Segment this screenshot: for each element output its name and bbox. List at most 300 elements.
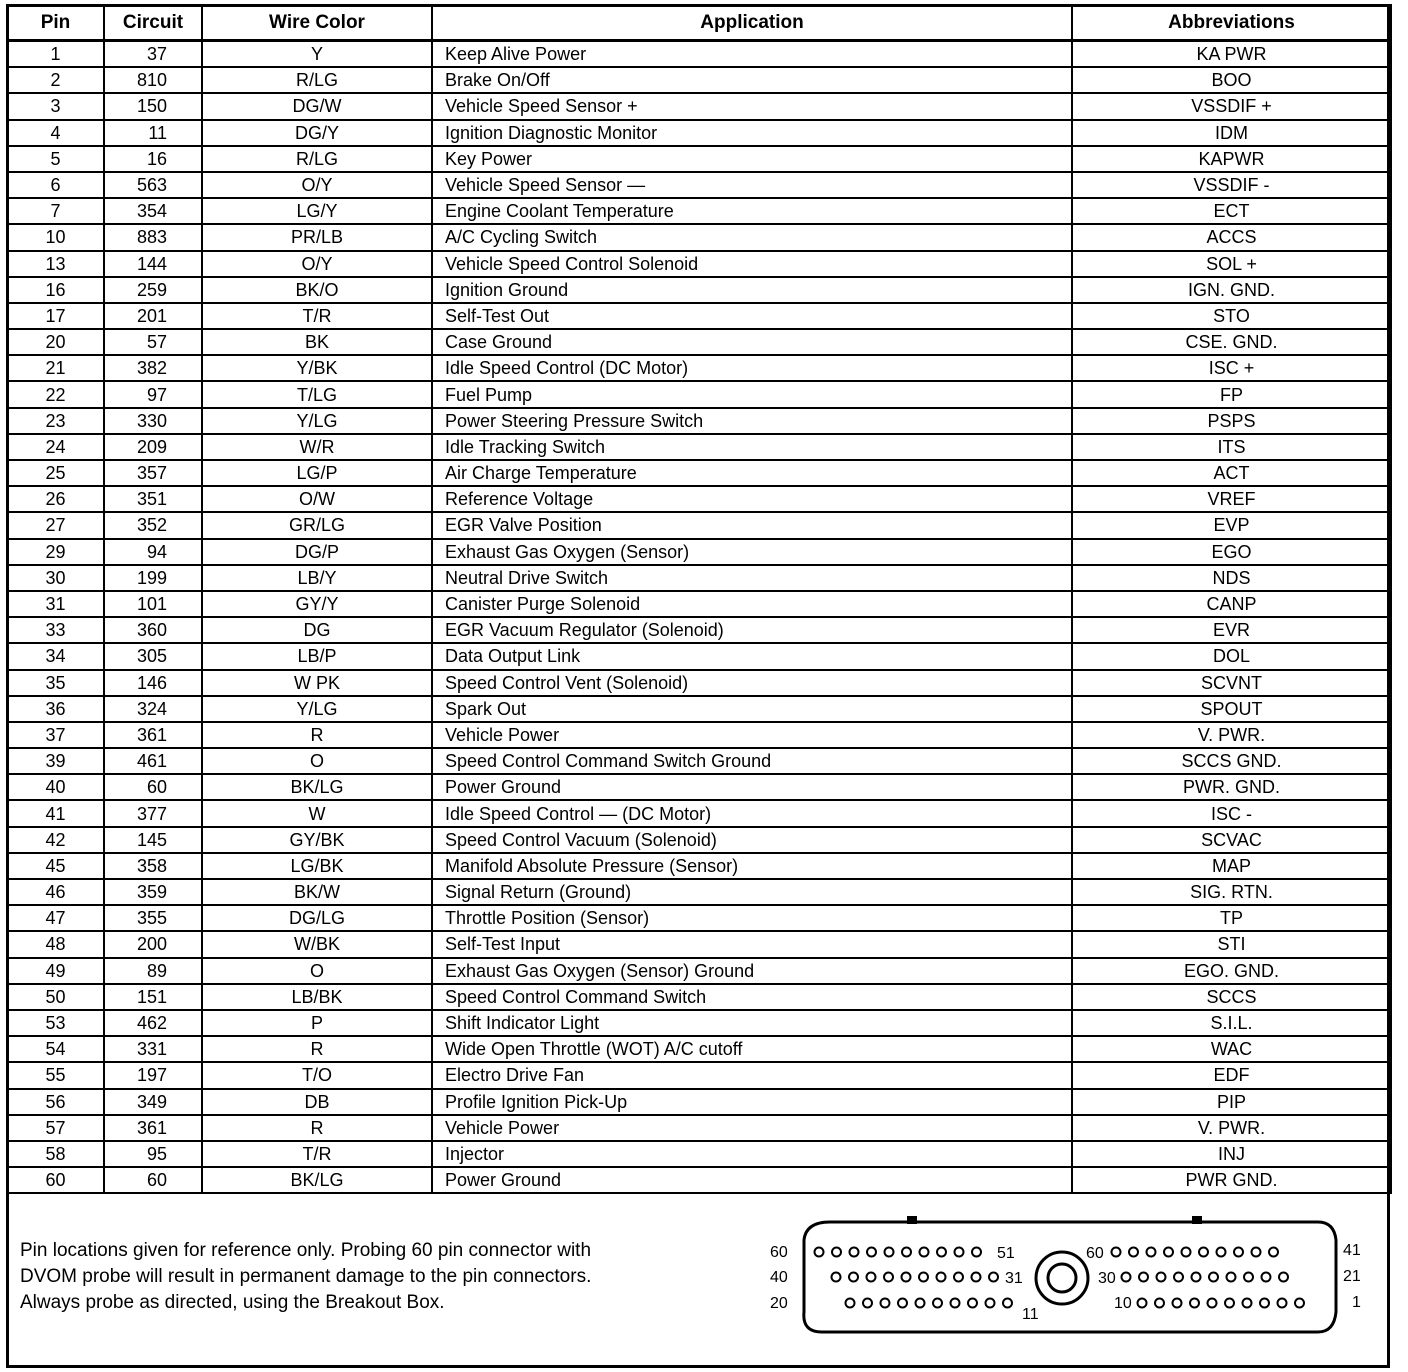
pin-cell: 45 [7,853,104,879]
abbreviation-cell: FP [1072,381,1391,407]
label-pin-41: 41 [1343,1242,1361,1259]
wire-color-cell: BK [202,329,432,355]
header-abbreviations: Abbreviations [1072,5,1391,41]
table-row [7,748,1391,774]
label-pin-21: 21 [1343,1268,1361,1285]
table-row [7,303,1391,329]
application-cell: A/C Cycling Switch [432,224,1072,250]
abbreviation-cell: ISC + [1072,355,1391,381]
wire-color-cell: LG/P [202,460,432,486]
pin-hole [1138,1299,1147,1308]
pin-cell: 20 [7,329,104,355]
table-row [7,984,1391,1010]
wire-color-cell: BK/LG [202,774,432,800]
application-cell: Vehicle Power [432,722,1072,748]
pin-hole [1209,1273,1218,1282]
abbreviation-cell: PSPS [1072,408,1391,434]
table-row [7,643,1391,669]
application-cell: Profile Ignition Pick-Up [432,1089,1072,1115]
pin-hole [955,1248,964,1257]
application-cell: Idle Tracking Switch [432,434,1072,460]
table-row [7,800,1391,826]
application-cell: Wide Open Throttle (WOT) A/C cutoff [432,1036,1072,1062]
wire-color-cell: R [202,722,432,748]
wire-color-cell: W PK [202,670,432,696]
circuit-cell: 349 [104,1089,202,1115]
table-row [7,224,1391,250]
pin-hole [849,1273,858,1282]
pin-cell: 25 [7,460,104,486]
application-cell: Spark Out [432,696,1072,722]
pin-hole [885,1248,894,1257]
wire-color-cell: O [202,958,432,984]
pin-hole [881,1299,890,1308]
abbreviation-cell: ISC - [1072,800,1391,826]
application-cell: Case Ground [432,329,1072,355]
table-row [7,146,1391,172]
circuit-cell: 94 [104,539,202,565]
label-pin-1: 1 [1352,1294,1361,1311]
pin-hole [920,1248,929,1257]
application-cell: Exhaust Gas Oxygen (Sensor) [432,539,1072,565]
pin-cell: 40 [7,774,104,800]
pin-cell: 60 [7,1167,104,1193]
label-pin-20-left: 20 [770,1295,788,1312]
table-row [7,1115,1391,1141]
pin-hole [1003,1299,1012,1308]
application-cell: Air Charge Temperature [432,460,1072,486]
circuit-cell: 89 [104,958,202,984]
abbreviation-cell: DOL [1072,643,1391,669]
pin-hole [867,1248,876,1257]
application-cell: Signal Return (Ground) [432,879,1072,905]
pin-hole [863,1299,872,1308]
pin-cell: 54 [7,1036,104,1062]
circuit-cell: 144 [104,251,202,277]
application-cell: Speed Control Vent (Solenoid) [432,670,1072,696]
wire-color-cell: T/R [202,303,432,329]
application-cell: Vehicle Speed Sensor + [432,93,1072,119]
table-row [7,329,1391,355]
application-cell: Engine Coolant Temperature [432,198,1072,224]
pin-hole [846,1299,855,1308]
table-row [7,1141,1391,1167]
wire-color-cell: DB [202,1089,432,1115]
abbreviation-cell: CSE. GND. [1072,329,1391,355]
wire-color-cell: R/LG [202,67,432,93]
circuit-cell: 16 [104,146,202,172]
pin-cell: 42 [7,827,104,853]
abbreviation-cell: SCCS [1072,984,1391,1010]
wire-color-cell: Y [202,41,432,68]
pin-hole [937,1273,946,1282]
pin-hole [1225,1299,1234,1308]
circuit-cell: 462 [104,1010,202,1036]
circuit-cell: 199 [104,565,202,591]
wire-color-cell: LB/BK [202,984,432,1010]
circuit-cell: 354 [104,198,202,224]
wire-color-cell: R/LG [202,146,432,172]
table-row [7,460,1391,486]
wire-color-cell: W [202,800,432,826]
abbreviation-cell: STO [1072,303,1391,329]
pin-cell: 4 [7,120,104,146]
application-cell: Ignition Ground [432,277,1072,303]
table-row [7,722,1391,748]
pin-hole [972,1248,981,1257]
pin-cell: 29 [7,539,104,565]
table-row [7,853,1391,879]
wire-color-cell: W/R [202,434,432,460]
pin-cell: 47 [7,905,104,931]
abbreviation-cell: EGO. GND. [1072,958,1391,984]
table-row [7,591,1391,617]
pin-cell: 26 [7,486,104,512]
abbreviation-cell: VSSDIF - [1072,172,1391,198]
abbreviation-cell: KA PWR [1072,41,1391,68]
table-row [7,1010,1391,1036]
pin-cell: 55 [7,1062,104,1088]
pin-cell: 35 [7,670,104,696]
circuit-cell: 11 [104,120,202,146]
circuit-cell: 810 [104,67,202,93]
note-line: Pin locations given for reference only. Probing 60 pin connector with [20,1240,592,1261]
circuit-cell: 95 [104,1141,202,1167]
pin-cell: 21 [7,355,104,381]
circuit-cell: 209 [104,434,202,460]
abbreviation-cell: ACCS [1072,224,1391,250]
application-cell: Vehicle Speed Sensor — [432,172,1072,198]
table-row [7,565,1391,591]
pin-hole [1155,1299,1164,1308]
label-pin-30: 30 [1098,1270,1116,1287]
circuit-cell: 377 [104,800,202,826]
table-row [7,251,1391,277]
pin-hole [951,1299,960,1308]
pin-hole [1244,1273,1253,1282]
circuit-cell: 330 [104,408,202,434]
application-cell: EGR Vacuum Regulator (Solenoid) [432,617,1072,643]
circuit-cell: 461 [104,748,202,774]
pin-cell: 17 [7,303,104,329]
circuit-cell: 146 [104,670,202,696]
circuit-cell: 305 [104,643,202,669]
circuit-cell: 197 [104,1062,202,1088]
application-cell: Power Steering Pressure Switch [432,408,1072,434]
abbreviation-cell: IGN. GND. [1072,277,1391,303]
pin-hole [898,1299,907,1308]
circuit-cell: 324 [104,696,202,722]
pin-hole [1199,1248,1208,1257]
pin-hole [1122,1273,1131,1282]
header-pin: Pin [7,5,104,41]
abbreviation-cell: PWR GND. [1072,1167,1391,1193]
application-cell: Vehicle Power [432,1115,1072,1141]
circuit-cell: 37 [104,41,202,68]
pin-cell: 41 [7,800,104,826]
connector-latch-left [907,1216,917,1224]
abbreviation-cell: KAPWR [1072,146,1391,172]
pin-cell: 48 [7,931,104,957]
pin-hole [1278,1299,1287,1308]
header-wire-color: Wire Color [202,5,432,41]
pin-hole [937,1248,946,1257]
abbreviation-cell: NDS [1072,565,1391,591]
pin-cell: 58 [7,1141,104,1167]
pin-hole [1190,1299,1199,1308]
table-row [7,486,1391,512]
circuit-cell: 331 [104,1036,202,1062]
circuit-cell: 145 [104,827,202,853]
pin-hole [1174,1273,1183,1282]
wire-color-cell: PR/LB [202,224,432,250]
pin-cell: 13 [7,251,104,277]
label-pin-31: 31 [1005,1270,1023,1287]
pin-hole [1157,1273,1166,1282]
abbreviation-cell: WAC [1072,1036,1391,1062]
application-cell: Speed Control Command Switch [432,984,1072,1010]
pin-hole [884,1273,893,1282]
pin-cell: 46 [7,879,104,905]
pin-cell: 53 [7,1010,104,1036]
circuit-cell: 883 [104,224,202,250]
label-pin-10: 10 [1114,1295,1132,1312]
abbreviation-cell: ACT [1072,460,1391,486]
application-cell: Electro Drive Fan [432,1062,1072,1088]
abbreviation-cell: EVR [1072,617,1391,643]
pin-hole [1112,1248,1121,1257]
table-row [7,277,1391,303]
label-pin-60-left: 60 [770,1244,788,1261]
pin-hole [916,1299,925,1308]
pin-hole [1262,1273,1271,1282]
pin-hole [1279,1273,1288,1282]
header-application: Application [432,5,1072,41]
pin-table [6,4,1392,1194]
connector-latch-right [1192,1216,1202,1224]
wire-color-cell: GR/LG [202,512,432,538]
table-row [7,1089,1391,1115]
wire-color-cell: R [202,1036,432,1062]
wire-color-cell: O/Y [202,251,432,277]
circuit-cell: 60 [104,1167,202,1193]
wire-color-cell: LB/Y [202,565,432,591]
pin-hole [867,1273,876,1282]
wire-color-cell: T/O [202,1062,432,1088]
table-row [7,670,1391,696]
pin-cell: 16 [7,277,104,303]
abbreviation-cell: SCVNT [1072,670,1391,696]
connector-center-hole [1036,1252,1088,1304]
wire-color-cell: BK/W [202,879,432,905]
circuit-cell: 201 [104,303,202,329]
pin-cell: 49 [7,958,104,984]
pin-hole [1269,1248,1278,1257]
wire-color-cell: DG [202,617,432,643]
abbreviation-cell: ECT [1072,198,1391,224]
pin-cell: 7 [7,198,104,224]
circuit-cell: 382 [104,355,202,381]
abbreviation-cell: SCCS GND. [1072,748,1391,774]
application-cell: Brake On/Off [432,67,1072,93]
pin-cell: 5 [7,146,104,172]
pin-cell: 39 [7,748,104,774]
application-cell: Power Ground [432,1167,1072,1193]
wire-color-cell: Y/LG [202,408,432,434]
circuit-cell: 563 [104,172,202,198]
wire-color-cell: O/Y [202,172,432,198]
pin-cell: 1 [7,41,104,68]
abbreviation-cell: PWR. GND. [1072,774,1391,800]
pin-hole [1234,1248,1243,1257]
application-cell: Throttle Position (Sensor) [432,905,1072,931]
header-circuit: Circuit [104,5,202,41]
circuit-cell: 357 [104,460,202,486]
application-cell: Key Power [432,146,1072,172]
application-cell: Vehicle Speed Control Solenoid [432,251,1072,277]
abbreviation-cell: BOO [1072,67,1391,93]
pin-hole [1164,1248,1173,1257]
table-header-row [7,5,1391,41]
circuit-cell: 200 [104,931,202,957]
pin-hole [1295,1299,1304,1308]
table-row [7,958,1391,984]
wire-color-cell: T/LG [202,381,432,407]
application-cell: Keep Alive Power [432,41,1072,68]
table-row [7,617,1391,643]
pin-cell: 56 [7,1089,104,1115]
table-body [7,41,1391,1194]
application-cell: Shift Indicator Light [432,1010,1072,1036]
abbreviation-cell: SIG. RTN. [1072,879,1391,905]
abbreviation-cell: S.I.L. [1072,1010,1391,1036]
table-row [7,67,1391,93]
application-cell: Neutral Drive Switch [432,565,1072,591]
table-row [7,198,1391,224]
wire-color-cell: O [202,748,432,774]
application-cell: Manifold Absolute Pressure (Sensor) [432,853,1072,879]
abbreviation-cell: MAP [1072,853,1391,879]
circuit-cell: 60 [104,774,202,800]
pin-cell: 57 [7,1115,104,1141]
application-cell: Reference Voltage [432,486,1072,512]
circuit-cell: 97 [104,381,202,407]
application-cell: Idle Speed Control (DC Motor) [432,355,1072,381]
pin-cell: 2 [7,67,104,93]
pin-cell: 27 [7,512,104,538]
wire-color-cell: Y/BK [202,355,432,381]
pin-cell: 31 [7,591,104,617]
pin-cell: 34 [7,643,104,669]
application-cell: Self-Test Out [432,303,1072,329]
application-cell: Ignition Diagnostic Monitor [432,120,1072,146]
circuit-cell: 361 [104,722,202,748]
pin-hole [902,1248,911,1257]
wire-color-cell: GY/BK [202,827,432,853]
circuit-cell: 150 [104,93,202,119]
circuit-cell: 358 [104,853,202,879]
application-cell: Exhaust Gas Oxygen (Sensor) Ground [432,958,1072,984]
pin-hole [1129,1248,1138,1257]
pin-cell: 6 [7,172,104,198]
application-cell: Data Output Link [432,643,1072,669]
abbreviation-cell: SOL + [1072,251,1391,277]
pin-cell: 24 [7,434,104,460]
pin-hole [919,1273,928,1282]
abbreviation-cell: EVP [1072,512,1391,538]
pin-cell: 50 [7,984,104,1010]
application-cell: Speed Control Command Switch Ground [432,748,1072,774]
abbreviation-cell: TP [1072,905,1391,931]
wire-color-cell: BK/O [202,277,432,303]
abbreviation-cell: CANP [1072,591,1391,617]
application-cell: Fuel Pump [432,381,1072,407]
circuit-cell: 151 [104,984,202,1010]
table-row [7,1036,1391,1062]
abbreviation-cell: SCVAC [1072,827,1391,853]
pin-cell: 30 [7,565,104,591]
pin-hole [832,1248,841,1257]
application-cell: Injector [432,1141,1072,1167]
table-row [7,905,1391,931]
application-cell: Power Ground [432,774,1072,800]
table-row [7,93,1391,119]
wire-color-cell: BK/LG [202,1167,432,1193]
abbreviation-cell: INJ [1072,1141,1391,1167]
pin-holes [815,1248,1305,1308]
application-cell: Idle Speed Control — (DC Motor) [432,800,1072,826]
table-row [7,381,1391,407]
wire-color-cell: R [202,1115,432,1141]
pin-hole [968,1299,977,1308]
table-row [7,172,1391,198]
circuit-cell: 359 [104,879,202,905]
pin-hole [1227,1273,1236,1282]
circuit-cell: 101 [104,591,202,617]
abbreviation-cell: STI [1072,931,1391,957]
label-pin-11: 11 [1022,1306,1039,1323]
pin-hole [972,1273,981,1282]
pin-hole [850,1248,859,1257]
abbreviation-cell: ITS [1072,434,1391,460]
connector-center-hole-inner [1048,1264,1076,1292]
pin-hole [954,1273,963,1282]
abbreviation-cell: IDM [1072,120,1391,146]
pin-hole [1260,1299,1269,1308]
abbreviation-cell: EDF [1072,1062,1391,1088]
pin-hole [1217,1248,1226,1257]
wire-color-cell: W/BK [202,931,432,957]
abbreviation-cell: V. PWR. [1072,722,1391,748]
application-cell: Self-Test Input [432,931,1072,957]
wire-color-cell: GY/Y [202,591,432,617]
pin-hole [1147,1248,1156,1257]
pin-cell: 33 [7,617,104,643]
pin-hole [933,1299,942,1308]
wire-color-cell: P [202,1010,432,1036]
circuit-cell: 360 [104,617,202,643]
table-row [7,434,1391,460]
abbreviation-cell: VREF [1072,486,1391,512]
circuit-cell: 57 [104,329,202,355]
table-row [7,774,1391,800]
pin-cell: 23 [7,408,104,434]
pin-hole [986,1299,995,1308]
wire-color-cell: DG/W [202,93,432,119]
abbreviation-cell: VSSDIF + [1072,93,1391,119]
wire-color-cell: DG/P [202,539,432,565]
pin-hole [1192,1273,1201,1282]
